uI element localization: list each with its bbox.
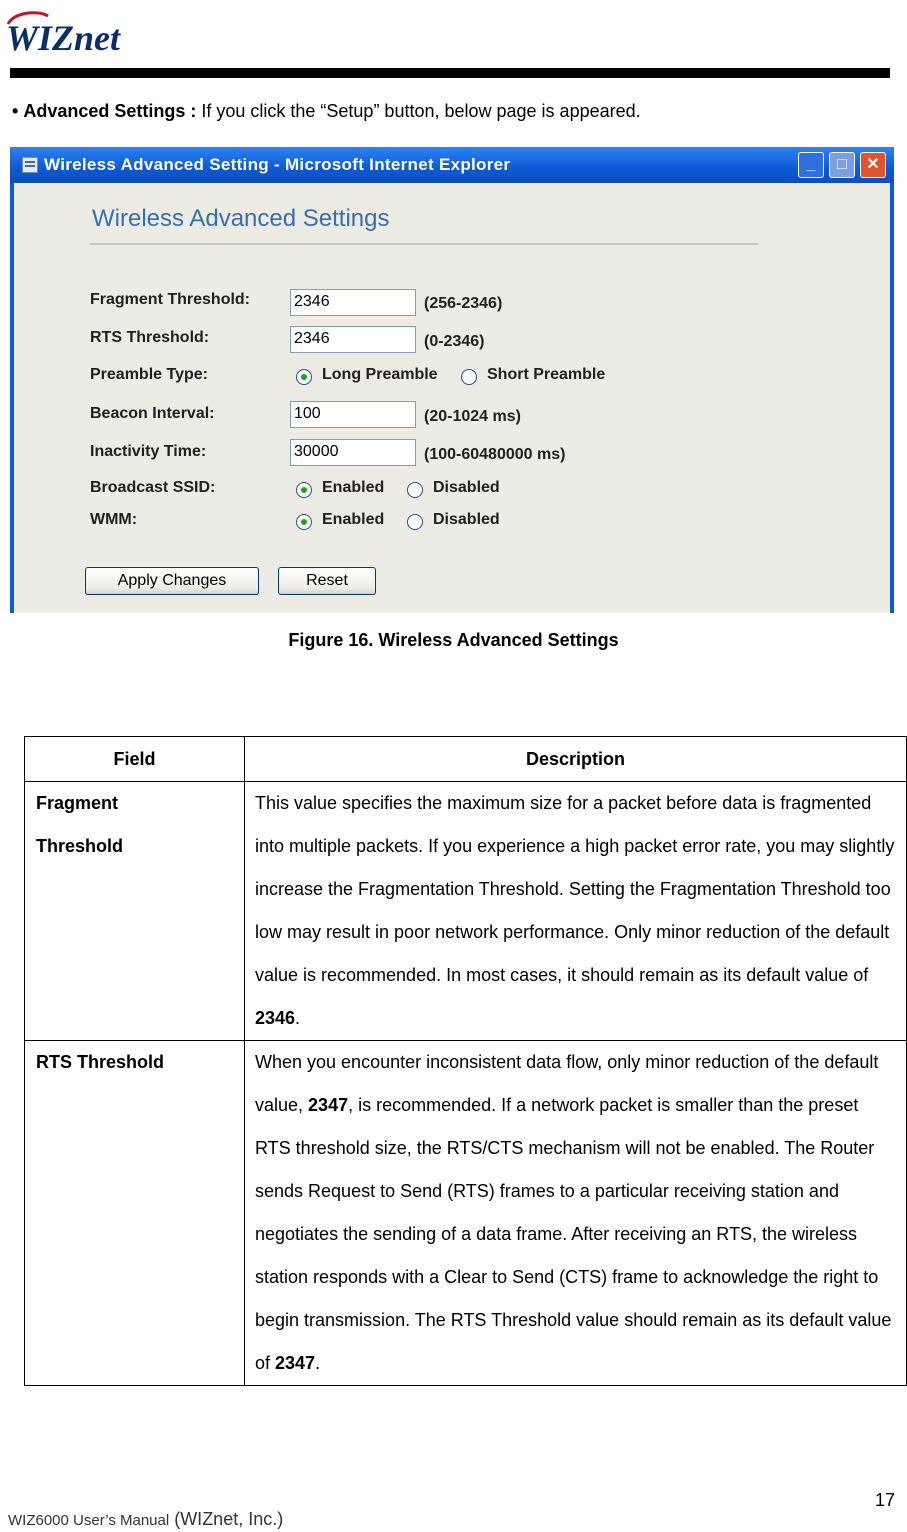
fragment-threshold-range: (256-2346): [424, 295, 503, 312]
maximize-button[interactable]: □: [829, 152, 855, 178]
description-column-header: Description: [245, 737, 907, 782]
long-preamble-radio[interactable]: [296, 369, 312, 385]
table-header-row: [25, 737, 907, 782]
wiznet-logo: [4, 10, 164, 56]
table-row: [25, 782, 907, 1041]
field-cell: [25, 1041, 245, 1386]
apply-changes-button[interactable]: Apply Changes: [85, 567, 259, 595]
preamble-type-label: Preamble Type:: [90, 366, 208, 383]
beacon-interval-range: (20-1024 ms): [424, 408, 521, 425]
page-number: 17: [874, 1490, 895, 1510]
description-text: , is recommended. If a network packet is smaller than the preset RTS threshold size, the RTS/CTS mechanism will not be enabled. The Router sends Request to Send (RTS) frames to a particular receiving station and negotiates the sending of a data frame. After receiving an RTS, the wireless station responds with a Clear to Send (CTS) frame to acknowledge the right to begin transmission. The RTS Threshold value should remain as its default value of: [255, 1095, 892, 1373]
close-button[interactable]: ✕: [860, 152, 886, 178]
beacon-interval-input[interactable]: 100: [290, 401, 416, 428]
broadcast-ssid-disabled-radio[interactable]: [407, 482, 423, 498]
field-cell: [25, 782, 245, 1041]
fragment-threshold-label: Fragment Threshold:: [90, 291, 251, 308]
default-value: 2347: [275, 1353, 316, 1373]
wmm-label: WMM:: [90, 511, 138, 528]
broadcast-ssid-enabled-label: Enabled: [322, 479, 385, 496]
intro-line: [12, 101, 641, 122]
long-preamble-label: Long Preamble: [322, 366, 438, 383]
broadcast-ssid-label: Broadcast SSID:: [90, 479, 216, 496]
description-end: .: [315, 1353, 321, 1373]
figure-caption: Figure 16. Wireless Advanced Settings: [288, 630, 619, 650]
ie-window: [10, 147, 894, 613]
intro-text: If you click the “Setup” button, below page is appeared.: [196, 101, 641, 121]
short-preamble-label: Short Preamble: [487, 366, 606, 383]
wmm-disabled-radio[interactable]: [407, 514, 423, 530]
company-name: (WIZnet, Inc.): [174, 1509, 284, 1529]
broadcast-ssid-enabled-radio[interactable]: [296, 482, 312, 498]
description-cell: [245, 782, 907, 1041]
ie-window-title: Wireless Advanced Setting - Microsoft Internet Explorer: [44, 155, 511, 174]
description-text: When you encounter inconsistent data flow, only minor reduction of the default value,: [255, 1052, 879, 1115]
fragment-threshold-input[interactable]: 2346: [290, 289, 416, 316]
description-cell: [245, 1041, 907, 1386]
bullet: •: [12, 101, 19, 121]
settings-heading: Wireless Advanced Settings: [92, 205, 390, 232]
wmm-enabled-label: Enabled: [322, 511, 385, 528]
table-row: [25, 1041, 907, 1386]
wmm-enabled-radio[interactable]: [296, 514, 312, 530]
ie-titlebar: [10, 147, 894, 183]
ie-client-area: [14, 183, 890, 613]
broadcast-ssid-disabled-label: Disabled: [433, 479, 500, 496]
field-column-header: Field: [25, 737, 245, 782]
field-description-table: [24, 736, 907, 1386]
reset-button[interactable]: Reset: [278, 567, 376, 595]
default-value: 2346: [255, 1008, 296, 1028]
footer: [8, 1509, 283, 1530]
header-rule: [10, 68, 890, 78]
rts-threshold-range: (0-2346): [424, 333, 485, 350]
rts-threshold-label: RTS Threshold:: [90, 329, 210, 346]
heading-divider: [90, 243, 758, 245]
inactivity-time-range: (100-60480000 ms): [424, 446, 566, 463]
ie-page-icon: [22, 157, 38, 173]
intro-bold-label: Advanced Settings :: [23, 101, 197, 121]
svg-text:WIZnet: WIZnet: [6, 18, 121, 56]
field-name-line2: Threshold: [36, 836, 124, 856]
field-name-line1: Fragment: [36, 793, 119, 813]
description-text: This value specifies the maximum size for a packet before data is fragmented into multiple packets. If you experience a high packet error rate, you may slightly increase the Fragmentation Threshold. Setting the Fragmentation Threshold too low may result in poor network performance. Only minor reduction of the default value is recommended. In most cases, it should remain as its default value of: [255, 793, 895, 985]
minimize-button[interactable]: _: [798, 152, 824, 178]
field-name: RTS Threshold: [36, 1052, 165, 1072]
description-end: .: [295, 1008, 301, 1028]
inactivity-time-input[interactable]: 30000: [290, 439, 416, 466]
rts-threshold-input[interactable]: 2346: [290, 326, 416, 353]
inactivity-time-label: Inactivity Time:: [90, 443, 207, 460]
manual-title: WIZ6000 User’s Manual: [8, 1512, 170, 1529]
short-preamble-radio[interactable]: [461, 369, 477, 385]
default-value: 2347: [308, 1095, 349, 1115]
beacon-interval-label: Beacon Interval:: [90, 405, 215, 422]
wmm-disabled-label: Disabled: [433, 511, 500, 528]
